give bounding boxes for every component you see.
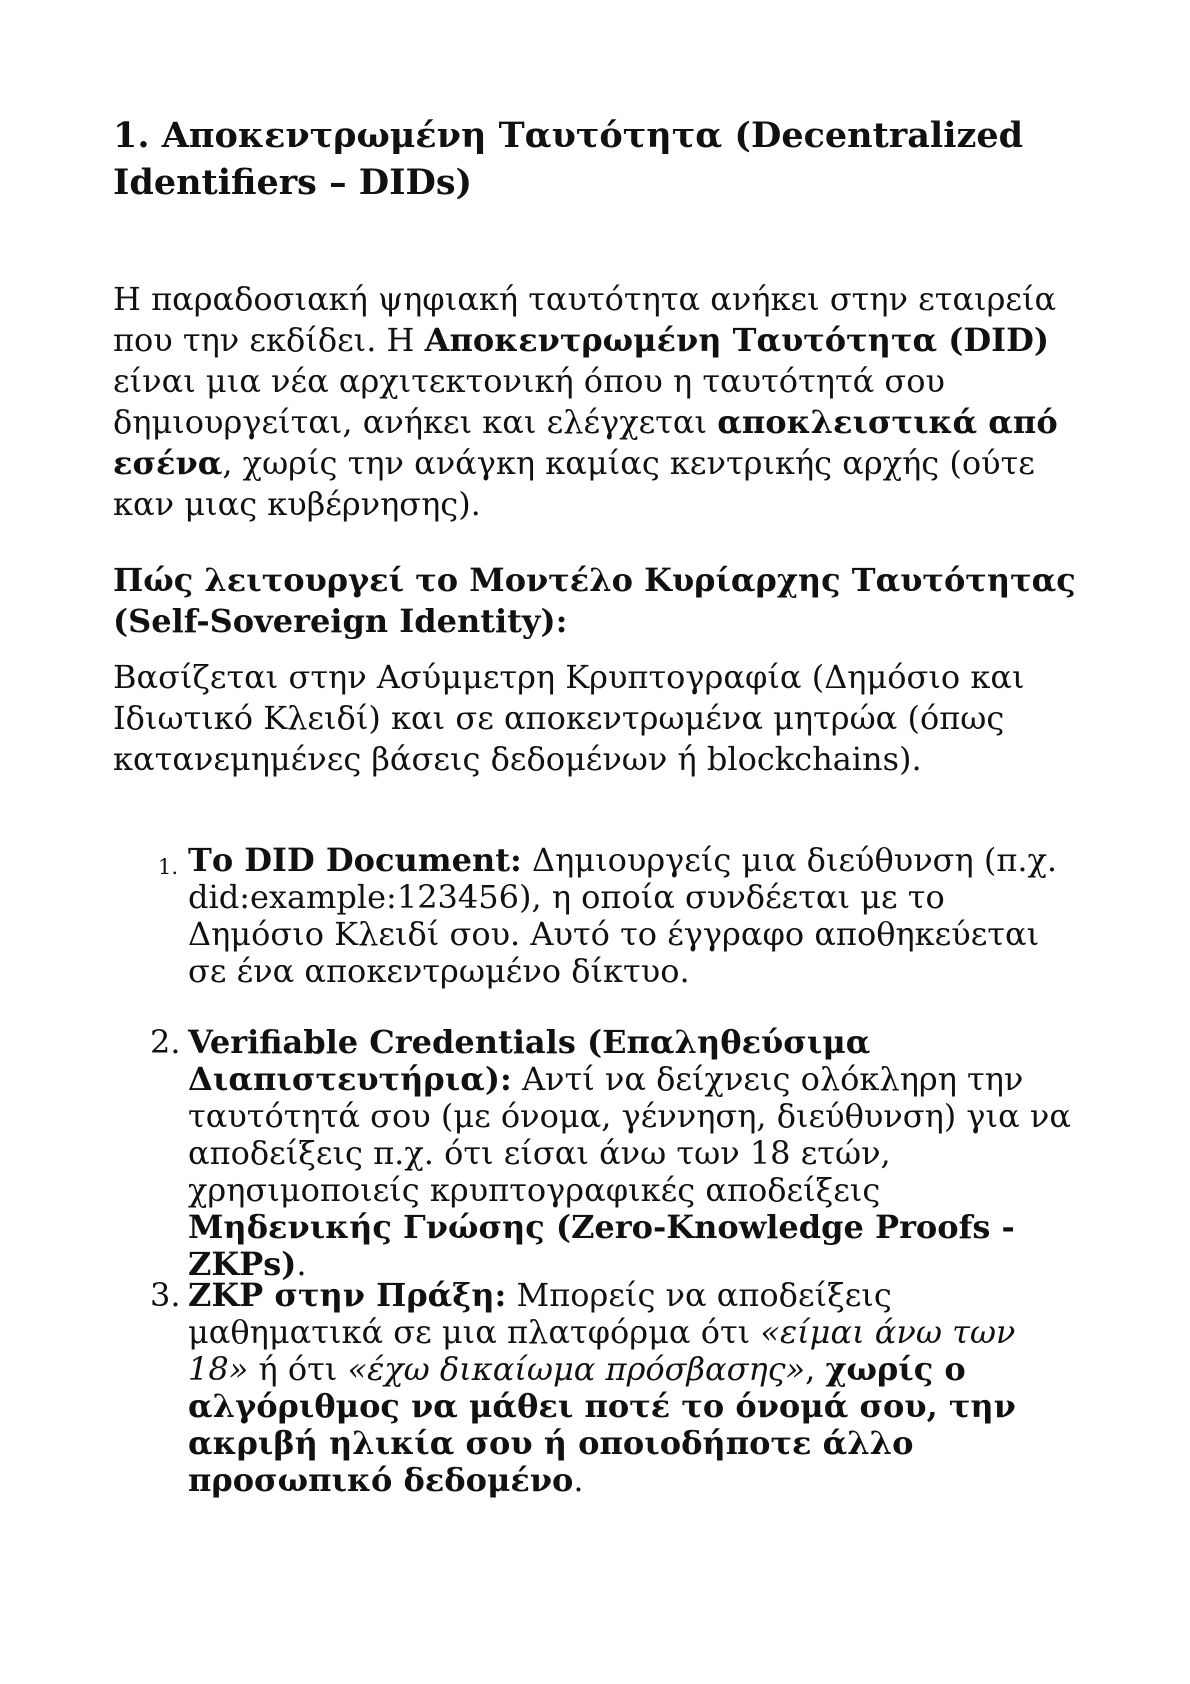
list-item-number: 2. [150, 1023, 181, 1061]
list-item-bold-text: Μηδενικής Γνώσης (Zero-Knowledge Proofs - ZKPs) [188, 1208, 1015, 1283]
list-item-title: Verifiable Credentials (Επαληθεύσιμα Διαπιστευτήρια): [188, 1023, 871, 1098]
list-item-text-3: , [805, 1350, 826, 1388]
intro-paragraph [113, 279, 1103, 525]
intro-bold-exclusive: αποκλειστικά από εσένα [113, 403, 1058, 482]
list-item-quote-1: «είμαι άνω των 18» [188, 1313, 1016, 1388]
list-item-number: 3. [150, 1276, 181, 1314]
list-item-title: ZKP στην Πράξη: [188, 1276, 507, 1314]
section-heading: 1. Αποκεντρωμένη Ταυτότητα (Decentralized Identifiers – DIDs) [113, 115, 1024, 203]
list-item-text-1: Μπορείς να αποδείξεις μαθηματικά σε μια πλατφόρμα ότι [188, 1276, 892, 1351]
list-item-bold-text: χωρίς ο αλγόριθμος να μάθει ποτέ το όνομά σου, την ακριβή ηλικία σου ή οποιοδήποτε άλλο προσωπικό δεδομένο [188, 1350, 1016, 1499]
basis-paragraph: Βασίζεται στην Ασύμμετρη Κρυπτογραφία (Δημόσιο και Ιδιωτικό Κλειδί) και σε αποκεντρωμένα μητρώα (όπως κατανεμημένες βάσεις δεδομένων ή blockchains). [113, 658, 1025, 778]
intro-text-3: , χωρίς την ανάγκη καμίας κεντρικής αρχής (ούτε καν μιας κυβέρνησης). [113, 444, 1035, 523]
list-item [150, 1024, 1080, 1283]
subheading: Πώς λειτουργεί το Μοντέλο Κυρίαρχης Ταυτότητας (Self-Sovereign Identity): [113, 561, 1076, 640]
intro-bold-did: Αποκεντρωμένη Ταυτότητα (DID) [424, 321, 1049, 359]
intro-text-1: Η παραδοσιακή ψηφιακή ταυτότητα ανήκει στην εταιρεία που την εκδίδει. Η [113, 280, 1057, 359]
list-item-quote-2: «έχω δικαίωμα πρόσβασης» [347, 1350, 806, 1388]
list-item-end: . [296, 1245, 307, 1283]
list-item [150, 842, 1080, 990]
list-item-number: 1. [158, 855, 179, 879]
list-item-title: Το DID Document: [188, 841, 522, 879]
list-item-text: Δημιουργείς μια διεύθυνση (π.χ. did:example:123456), η οποία συνδέεται με το Δημόσιο Κλειδί σου. Αυτό το έγγραφο αποθηκεύεται σε ένα αποκεντρωμένο δίκτυο. [188, 841, 1058, 990]
list-item-end: . [573, 1461, 584, 1499]
list-item-text-2: ή ότι [248, 1350, 348, 1388]
list-item-body [188, 1024, 1080, 1283]
list-item-body [188, 842, 1080, 990]
list-item [150, 1277, 1080, 1499]
list-item-text: Αντί να δείχνεις ολόκληρη την ταυτότητά σου (με όνομα, γέννηση, διεύθυνση) για να αποδείξεις π.χ. ότι είσαι άνω των 18 ετών, χρησιμοποιείς κρυπτογραφικές αποδείξεις [188, 1060, 1071, 1209]
intro-text-2: είναι μια νέα αρχιτεκτονική όπου η ταυτότητά σου δημιουργείται, ανήκει και ελέγχεται [113, 362, 945, 441]
list-item-body [188, 1277, 1080, 1499]
